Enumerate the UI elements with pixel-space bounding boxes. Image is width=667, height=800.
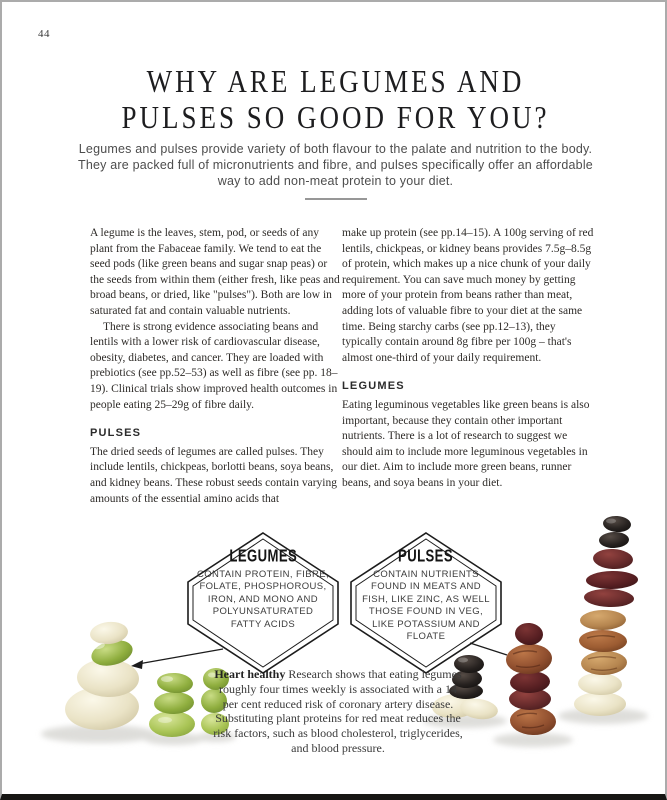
callout-legumes-body: CONTAIN PROTEIN, FIBRE, FOLATE, PHOSPHOROUS, IRON, AND MONO AND POLYUNSATURATED FATTY ACIDS [196,569,329,630]
body-paragraph: A legume is the leaves, stem, pod, or seeds of any plant from the Fabaceae family. We tend to eat the seed pods (like green beans and sugar snap peas) or the seeds from within them (either fresh, like peas and broad beans, or dried, like "pulses"). Both are low in saturated fat and contain valuable nutrients. [90,227,340,317]
callout-pulses [359,548,493,643]
pulses-leader-line [470,643,507,655]
caption-lead: Heart healthy [214,667,286,681]
tall-bean-stack [574,515,638,716]
page-title-line1: WHY ARE LEGUMES AND [146,64,525,99]
body-paragraph: The dried seeds of legumes are called pulses. They include lentils, chickpeas, borlotti beans, soya beans, and kidney beans. These robust seeds contain varying amounts of the essential amino acids that [90,445,337,505]
body-paragraph: Eating leguminous vegetables like green beans is also important, because they contain other important nutrients. There is a lot of research to suggest we should aim to include more leguminous vegetables in our diet. Aim to include more green beans, runner beans, and soya beans in your diet. [342,398,590,489]
callout-legumes-title: LEGUMES [229,547,297,566]
callout-pulses-title: PULSES [398,547,454,566]
intro-text: Legumes and pulses provide variety of both flavour to the palate and nutrition to the body. They are packed full of micronutrients and fibre, and pulses specifically offer an affordable way to add non-meat protein to your diet. [78,142,593,188]
section-heading-legumes: LEGUMES [342,380,405,393]
body-paragraph: There is strong evidence associating beans and lentils with a lower risk of cardiovascular disease, obesity, diabetes, and cancer. They are loaded with prebiotics (see pp.52–53) as well as fibre (see pp. 18–19). Clinical trials show improved health outcomes in people eating 25–29g of fibre daily. [90,320,338,411]
borlotti-bean-stack [505,622,556,736]
green-bean-stack [149,672,195,737]
right-column [342,226,594,492]
callout-legumes [196,548,330,631]
section-heading-pulses: PULSES [90,427,142,440]
left-column [90,226,342,507]
body-paragraph: make up protein (see pp.14–15). A 100g serving of red lentils, chickpeas, or kidney beans provides 7.5g–8.5g of protein, which makes up a nice chunk of your daily requirement. You can save much money by getting more of your protein from beans rather than meat, adding lots of valuable fibre to your diet at the same time. Being starchy carbs (see pp.12–13), they typically contain around 8g fibre per 100g – that's almost one-third of your daily requirement. [342,227,594,364]
butter-bean-stack [64,620,140,732]
legumes-leader-line [131,649,223,669]
callout-pulses-body: CONTAIN NUTRIENTS FOUND IN MEATS AND FISH, LIKE ZINC, AS WELL THOSE FOUND IN VEG, LIKE POTASSIUM AND FLOATE [362,569,490,643]
page-number: 44 [38,28,50,40]
page-title-line2: PULSES SO GOOD FOR YOU? [121,99,550,135]
heart-healthy-caption [212,667,464,756]
caption-text: Research shows that eating legumes roughly four times weekly is associated with a 14 per cent reduced risk of coronary artery disease. Substituting plant proteins for red meat reduces the risk factors, such as blood cholesterol, triglycerides, and blood pressure. [213,667,463,755]
divider-rule [305,198,367,200]
page-title [2,64,667,136]
